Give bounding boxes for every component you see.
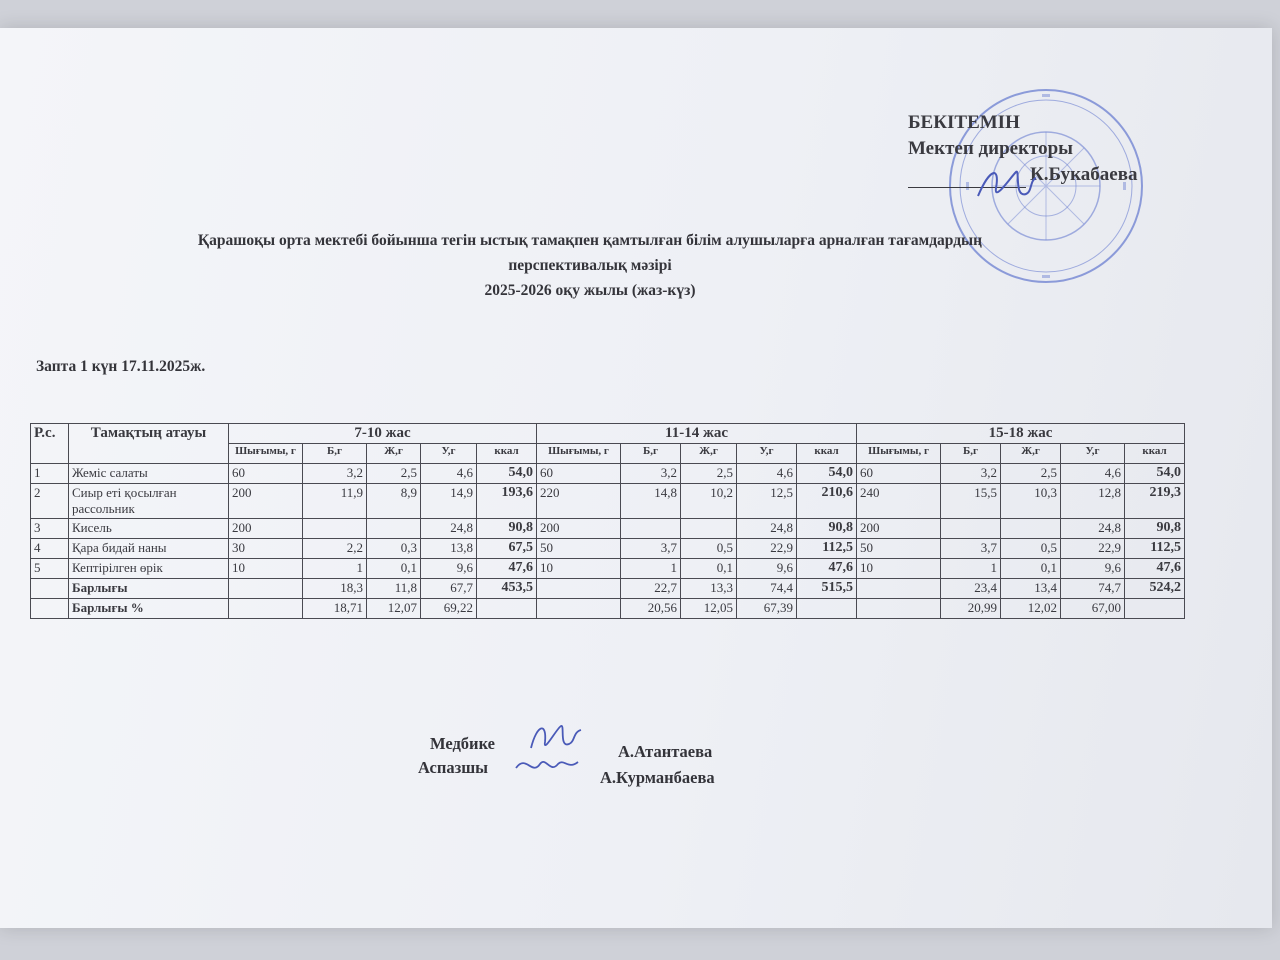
row-num: 4 bbox=[31, 539, 69, 559]
yield-cell: 60 bbox=[229, 464, 303, 484]
nurse-role: Медбике bbox=[430, 734, 495, 753]
header-num: Р.с. bbox=[31, 424, 69, 464]
fat-cell: 0,1 bbox=[681, 559, 737, 579]
table-row bbox=[31, 484, 1185, 519]
dish-name: Кисель bbox=[69, 519, 229, 539]
protein-cell: 23,4 bbox=[941, 579, 1001, 599]
protein-cell: 20,99 bbox=[941, 599, 1001, 619]
header-group-3: 15-18 жас bbox=[857, 424, 1185, 444]
sub-yield: Шығымы, г bbox=[229, 444, 303, 464]
kcal-cell: 112,5 bbox=[1125, 539, 1185, 559]
yield-cell bbox=[857, 579, 941, 599]
protein-cell: 1 bbox=[303, 559, 367, 579]
carb-cell: 13,8 bbox=[421, 539, 477, 559]
dish-name: Кептірілген өрік bbox=[69, 559, 229, 579]
fat-cell bbox=[681, 519, 737, 539]
document-sheet bbox=[0, 28, 1272, 928]
carb-cell: 12,5 bbox=[737, 484, 797, 519]
carb-cell: 9,6 bbox=[737, 559, 797, 579]
table-row bbox=[31, 464, 1185, 484]
fat-cell: 13,3 bbox=[681, 579, 737, 599]
kcal-cell bbox=[1125, 599, 1185, 619]
kcal-cell bbox=[477, 599, 537, 619]
kcal-cell: 90,8 bbox=[1125, 519, 1185, 539]
protein-cell bbox=[941, 519, 1001, 539]
menu-table bbox=[30, 423, 1185, 619]
kcal-cell: 112,5 bbox=[797, 539, 857, 559]
sub-kcal: ккал bbox=[477, 444, 537, 464]
protein-cell: 1 bbox=[621, 559, 681, 579]
yield-cell bbox=[537, 599, 621, 619]
protein-cell: 3,7 bbox=[941, 539, 1001, 559]
carb-cell: 67,39 bbox=[737, 599, 797, 619]
fat-cell: 2,5 bbox=[367, 464, 421, 484]
fat-cell: 8,9 bbox=[367, 484, 421, 519]
approval-position: Мектеп директоры bbox=[908, 138, 1074, 159]
fat-cell: 11,8 bbox=[367, 579, 421, 599]
carb-cell: 9,6 bbox=[1061, 559, 1125, 579]
protein-cell bbox=[303, 519, 367, 539]
cook-signature bbox=[512, 750, 582, 780]
kcal-cell: 90,8 bbox=[477, 519, 537, 539]
row-num-empty bbox=[31, 579, 69, 599]
yield-cell bbox=[537, 579, 621, 599]
carb-cell: 69,22 bbox=[421, 599, 477, 619]
kcal-cell: 90,8 bbox=[797, 519, 857, 539]
kcal-cell: 453,5 bbox=[477, 579, 537, 599]
sub-protein: Б,г bbox=[941, 444, 1001, 464]
kcal-cell: 47,6 bbox=[1125, 559, 1185, 579]
protein-cell: 15,5 bbox=[941, 484, 1001, 519]
yield-cell bbox=[857, 599, 941, 619]
nurse-name: А.Атантаева bbox=[618, 742, 713, 761]
table-row bbox=[31, 539, 1185, 559]
header-dish-name: Тамақтың атауы bbox=[69, 424, 229, 464]
protein-cell: 3,7 bbox=[621, 539, 681, 559]
kcal-cell: 54,0 bbox=[477, 464, 537, 484]
document-title bbox=[80, 228, 1100, 303]
title-line-1: Қарашоқы орта мектебі бойынша тегін ыстық тамақпен қамтылған білім алушыларға арналған тағамдардың bbox=[197, 232, 983, 249]
carb-cell: 24,8 bbox=[737, 519, 797, 539]
fat-cell: 2,5 bbox=[1001, 464, 1061, 484]
row-num: 5 bbox=[31, 559, 69, 579]
cook-name: А.Курманбаева bbox=[600, 768, 715, 787]
carb-cell: 67,7 bbox=[421, 579, 477, 599]
yield-cell: 50 bbox=[537, 539, 621, 559]
kcal-cell bbox=[797, 599, 857, 619]
cook-role: Аспазшы bbox=[418, 758, 489, 777]
sub-carb: У,г bbox=[1061, 444, 1125, 464]
yield-cell: 50 bbox=[857, 539, 941, 559]
sub-kcal: ккал bbox=[797, 444, 857, 464]
sub-fat: Ж,г bbox=[1001, 444, 1061, 464]
director-name: К.Букабаева bbox=[1030, 164, 1138, 185]
protein-cell: 3,2 bbox=[941, 464, 1001, 484]
dish-name: Қара бидай наны bbox=[69, 539, 229, 559]
fat-cell: 2,5 bbox=[681, 464, 737, 484]
yield-cell: 240 bbox=[857, 484, 941, 519]
yield-cell bbox=[229, 579, 303, 599]
sub-carb: У,г bbox=[421, 444, 477, 464]
protein-cell: 3,2 bbox=[621, 464, 681, 484]
kcal-cell: 524,2 bbox=[1125, 579, 1185, 599]
carb-cell: 24,8 bbox=[1061, 519, 1125, 539]
title-line-3: 2025-2026 оқу жылы (жаз-күз) bbox=[484, 282, 696, 299]
sub-protein: Б,г bbox=[621, 444, 681, 464]
yield-cell: 10 bbox=[537, 559, 621, 579]
fat-cell bbox=[367, 519, 421, 539]
fat-cell: 0,5 bbox=[681, 539, 737, 559]
carb-cell: 4,6 bbox=[421, 464, 477, 484]
carb-cell: 4,6 bbox=[1061, 464, 1125, 484]
sub-protein: Б,г bbox=[303, 444, 367, 464]
row-num: 2 bbox=[31, 484, 69, 519]
fat-cell: 13,4 bbox=[1001, 579, 1061, 599]
yield-cell: 220 bbox=[537, 484, 621, 519]
approval-heading: БЕКІТЕМІН bbox=[908, 112, 1020, 133]
kcal-cell: 67,5 bbox=[477, 539, 537, 559]
total-row bbox=[31, 579, 1185, 599]
fat-cell: 10,3 bbox=[1001, 484, 1061, 519]
yield-cell: 60 bbox=[857, 464, 941, 484]
fat-cell: 12,02 bbox=[1001, 599, 1061, 619]
row-num-empty bbox=[31, 599, 69, 619]
fat-cell: 0,5 bbox=[1001, 539, 1061, 559]
total-label: Барлығы bbox=[69, 579, 229, 599]
table-row bbox=[31, 519, 1185, 539]
kcal-cell: 47,6 bbox=[797, 559, 857, 579]
table-row bbox=[31, 559, 1185, 579]
fat-cell: 12,05 bbox=[681, 599, 737, 619]
director-signature bbox=[970, 158, 1040, 210]
protein-cell: 11,9 bbox=[303, 484, 367, 519]
week-day-label: Запта 1 күн 17.11.2025ж. bbox=[36, 358, 206, 375]
protein-cell: 20,56 bbox=[621, 599, 681, 619]
yield-cell: 60 bbox=[537, 464, 621, 484]
kcal-cell: 54,0 bbox=[797, 464, 857, 484]
fat-cell: 0,1 bbox=[367, 559, 421, 579]
protein-cell bbox=[621, 519, 681, 539]
yield-cell bbox=[229, 599, 303, 619]
sub-fat: Ж,г bbox=[681, 444, 737, 464]
title-line-2: перспективалық мәзірі bbox=[508, 257, 672, 274]
sub-fat: Ж,г bbox=[367, 444, 421, 464]
fat-cell: 0,1 bbox=[1001, 559, 1061, 579]
table-header-row bbox=[31, 424, 1185, 444]
carb-cell: 24,8 bbox=[421, 519, 477, 539]
protein-cell: 18,71 bbox=[303, 599, 367, 619]
yield-cell: 200 bbox=[229, 519, 303, 539]
sub-kcal: ккал bbox=[1125, 444, 1185, 464]
fat-cell: 12,07 bbox=[367, 599, 421, 619]
sub-yield: Шығымы, г bbox=[857, 444, 941, 464]
carb-cell: 22,9 bbox=[737, 539, 797, 559]
header-group-1: 7-10 жас bbox=[229, 424, 537, 444]
carb-cell: 74,4 bbox=[737, 579, 797, 599]
yield-cell: 10 bbox=[229, 559, 303, 579]
row-num: 3 bbox=[31, 519, 69, 539]
protein-cell: 18,3 bbox=[303, 579, 367, 599]
protein-cell: 2,2 bbox=[303, 539, 367, 559]
sub-yield: Шығымы, г bbox=[537, 444, 621, 464]
sub-carb: У,г bbox=[737, 444, 797, 464]
header-group-2: 11-14 жас bbox=[537, 424, 857, 444]
kcal-cell: 219,3 bbox=[1125, 484, 1185, 519]
yield-cell: 30 bbox=[229, 539, 303, 559]
fat-cell bbox=[1001, 519, 1061, 539]
kcal-cell: 515,5 bbox=[797, 579, 857, 599]
carb-cell: 14,9 bbox=[421, 484, 477, 519]
dish-name: Сиыр еті қосылған рассольник bbox=[69, 484, 229, 519]
carb-cell: 12,8 bbox=[1061, 484, 1125, 519]
kcal-cell: 47,6 bbox=[477, 559, 537, 579]
total-percent-row bbox=[31, 599, 1185, 619]
protein-cell: 3,2 bbox=[303, 464, 367, 484]
yield-cell: 200 bbox=[857, 519, 941, 539]
kcal-cell: 193,6 bbox=[477, 484, 537, 519]
row-num: 1 bbox=[31, 464, 69, 484]
fat-cell: 0,3 bbox=[367, 539, 421, 559]
dish-name: Жеміс салаты bbox=[69, 464, 229, 484]
protein-cell: 1 bbox=[941, 559, 1001, 579]
kcal-cell: 54,0 bbox=[1125, 464, 1185, 484]
carb-cell: 9,6 bbox=[421, 559, 477, 579]
yield-cell: 200 bbox=[537, 519, 621, 539]
carb-cell: 22,9 bbox=[1061, 539, 1125, 559]
yield-cell: 10 bbox=[857, 559, 941, 579]
carb-cell: 4,6 bbox=[737, 464, 797, 484]
carb-cell: 67,00 bbox=[1061, 599, 1125, 619]
menu-table-body bbox=[31, 464, 1185, 619]
total-label: Барлығы % bbox=[69, 599, 229, 619]
carb-cell: 74,7 bbox=[1061, 579, 1125, 599]
protein-cell: 22,7 bbox=[621, 579, 681, 599]
fat-cell: 10,2 bbox=[681, 484, 737, 519]
kcal-cell: 210,6 bbox=[797, 484, 857, 519]
protein-cell: 14,8 bbox=[621, 484, 681, 519]
yield-cell: 200 bbox=[229, 484, 303, 519]
